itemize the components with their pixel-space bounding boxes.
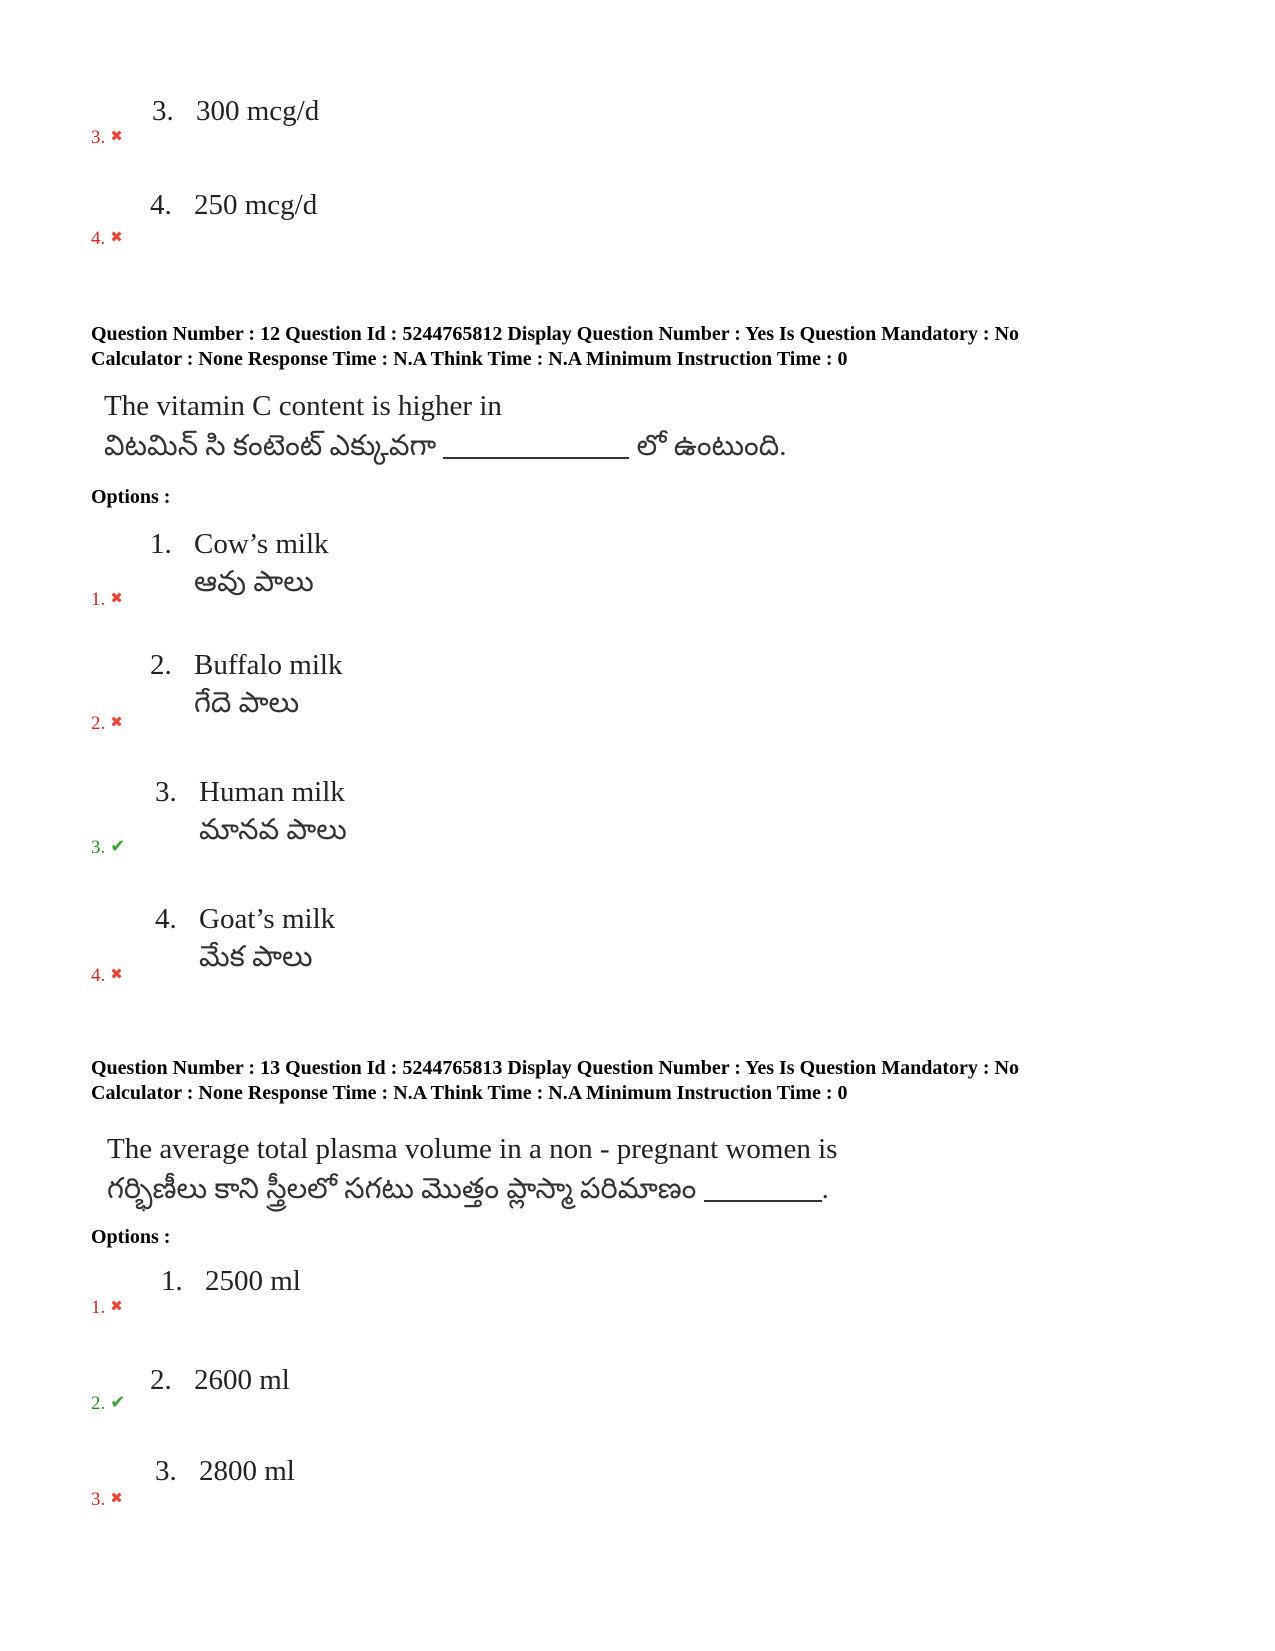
cross-icon: ✖ (110, 1489, 123, 1507)
option-text-te: మేక పాలు (199, 941, 313, 973)
question-meta-line: Question Number : 12 Question Id : 5244765812 Display Question Number : Yes Is Question Mandatory : No (91, 323, 1020, 345)
cross-icon: ✖ (110, 965, 123, 983)
option-label: 4. (91, 965, 106, 986)
option-number: 1. (161, 1265, 183, 1297)
cross-icon: ✖ (110, 1297, 123, 1315)
question-text-en: The vitamin C content is higher in (104, 390, 502, 422)
question-text-te (104, 426, 786, 466)
answer-blank (704, 1172, 822, 1202)
option-text-en: Cow’s milk (194, 528, 329, 560)
question-te-part: విటమిన్ సి కంటెంట్ ఎక్కువగా (104, 430, 437, 462)
options-heading: Options : (91, 486, 171, 508)
option-image (152, 92, 319, 130)
option-text: 2800 ml (199, 1455, 295, 1487)
option-number: 3. (155, 776, 177, 808)
option-text-te: గేదె పాలు (194, 687, 300, 719)
question-text-en: The average total plasma volume in a non - pregnant women is (107, 1133, 838, 1165)
option-text-te: ఆవు పాలు (194, 566, 314, 598)
option-text-en: Goat’s milk (199, 903, 336, 935)
option-image (155, 900, 335, 976)
option-label: 1. (91, 1297, 106, 1318)
question-meta (91, 1056, 1019, 1106)
option-text: 300 mcg/d (196, 95, 320, 127)
option-image (161, 1262, 301, 1300)
option-number: 3. (155, 1455, 177, 1487)
option-number: 1. (150, 528, 172, 560)
check-icon: ✔ (110, 836, 126, 857)
option-image (155, 773, 347, 849)
option-marker (91, 966, 123, 985)
option-label: 2. (91, 1393, 106, 1414)
option-marker (91, 590, 123, 609)
option-marker (91, 229, 123, 248)
option-label: 3. (91, 1489, 106, 1510)
option-number: 2. (150, 1364, 172, 1396)
question-text (107, 1129, 837, 1209)
option-marker (91, 1298, 123, 1317)
option-number: 2. (150, 649, 172, 681)
question-meta (91, 322, 1019, 372)
option-text-en: Buffalo milk (194, 649, 343, 681)
question-te-part: లో ఉంటుంది. (636, 430, 787, 462)
answer-blank (443, 429, 629, 459)
question-meta-line: Calculator : None Response Time : N.A Think Time : N.A Minimum Instruction Time : 0 (91, 348, 848, 370)
option-marker (91, 1490, 123, 1509)
question-meta-line: Calculator : None Response Time : N.A Think Time : N.A Minimum Instruction Time : 0 (91, 1082, 848, 1104)
option-label: 2. (91, 713, 106, 734)
option-image (155, 1452, 295, 1490)
question-te-part: గర్భిణీలు కాని స్త్రీలలో సగటు మొత్తం ప్లాస్మా పరిమాణం (107, 1173, 697, 1205)
option-marker (91, 1394, 125, 1413)
cross-icon: ✖ (110, 589, 123, 607)
option-image (150, 186, 317, 224)
option-label: 3. (91, 837, 106, 858)
option-marker (91, 714, 123, 733)
question-text-te (107, 1169, 837, 1209)
question-text (104, 386, 786, 466)
option-number: 4. (155, 903, 177, 935)
option-text: 250 mcg/d (194, 189, 318, 221)
option-marker (91, 838, 125, 857)
question-te-part: . (821, 1173, 829, 1205)
option-text-en: Human milk (199, 776, 345, 808)
option-image (150, 646, 342, 722)
option-image (150, 525, 329, 601)
option-label: 4. (91, 228, 106, 249)
option-number: 4. (150, 189, 172, 221)
option-image (150, 1361, 290, 1399)
option-label: 1. (91, 589, 106, 610)
option-number: 3. (152, 95, 174, 127)
check-icon: ✔ (110, 1392, 126, 1413)
option-text-te: మానవ పాలు (199, 814, 347, 846)
option-label: 3. (91, 127, 106, 148)
cross-icon: ✖ (110, 228, 123, 246)
question-meta-line: Question Number : 13 Question Id : 5244765813 Display Question Number : Yes Is Question Mandatory : No (91, 1057, 1020, 1079)
cross-icon: ✖ (110, 127, 123, 145)
option-text: 2600 ml (194, 1364, 290, 1396)
cross-icon: ✖ (110, 713, 123, 731)
option-marker (91, 128, 123, 147)
options-heading: Options : (91, 1226, 171, 1248)
option-text: 2500 ml (205, 1265, 301, 1297)
